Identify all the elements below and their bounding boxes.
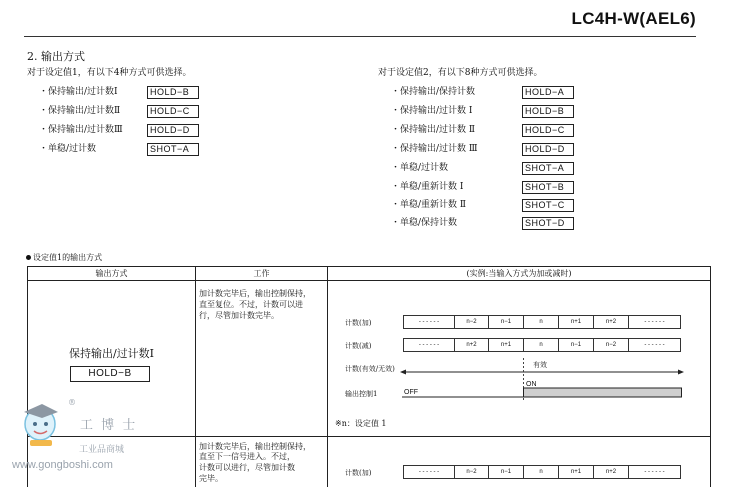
row1-down-cell: - - - - - - xyxy=(403,338,455,352)
arrow-right-icon xyxy=(678,370,684,375)
section-title: 2. 输出方式 xyxy=(27,50,85,63)
header-divider xyxy=(24,36,696,37)
right-option-code-8: SHOT−D xyxy=(522,217,574,230)
row2-operation-line-2: 直至下一信号进入。不过， xyxy=(199,452,295,461)
right-option-code-2: HOLD−B xyxy=(522,105,574,118)
right-option-code-4: HOLD−D xyxy=(522,143,574,156)
left-option-code-2: HOLD−C xyxy=(147,105,199,118)
right-intro: 对于设定值2，有以下8种方式可供选择。 xyxy=(378,68,543,78)
left-option-label-2: ・保持输出/过计数Ⅱ xyxy=(39,106,121,116)
row1-operation-line-1: 加计数完毕后，输出控制保持， xyxy=(199,289,311,298)
row2-up-cell: - - - - - - xyxy=(403,465,455,479)
row1-down-cell: - - - - - - xyxy=(628,338,681,352)
left-option-code-3: HOLD−D xyxy=(147,124,199,137)
row1-operation-line-2: 直至复位。不过，计数可以进 xyxy=(199,300,303,309)
watermark-subtitle: 工业品商城 xyxy=(79,444,125,454)
row2-operation-line-1: 加计数完毕后，输出控制保持， xyxy=(199,442,311,451)
left-option-label-1: ・保持输出/过计数Ⅰ xyxy=(39,87,118,97)
left-option-label-4: ・单稳/过计数 xyxy=(39,144,97,154)
row1-off-text: OFF xyxy=(404,389,418,396)
row1-down-cell: n xyxy=(523,338,559,352)
output-on-block xyxy=(524,388,682,397)
arrow-left-icon xyxy=(400,370,406,375)
row1-up-cell: - - - - - - xyxy=(628,315,681,329)
table-caption xyxy=(26,253,102,263)
right-option-code-7: SHOT−C xyxy=(522,199,574,212)
row1-count-up-label: 计数(加) xyxy=(345,319,372,327)
row1-valid-text: 有效 xyxy=(533,362,547,369)
right-option-label-3: ・保持输出/过计数 Ⅱ xyxy=(391,125,476,135)
row2-operation-line-4: 完毕。 xyxy=(199,474,223,483)
row1-down-cell: n+2 xyxy=(454,338,489,352)
row1-up-cell: n−1 xyxy=(488,315,524,329)
watermark-brand: 工 博 士 xyxy=(80,418,138,433)
left-option-code-4: SHOT−A xyxy=(147,143,199,156)
right-option-code-5: SHOT−A xyxy=(522,162,574,175)
right-option-label-5: ・单稳/过计数 xyxy=(391,163,449,173)
right-option-label-6: ・单稳/重新计数 Ⅰ xyxy=(391,182,464,192)
row1-up-cell: n+1 xyxy=(558,315,594,329)
watermark-url: www.gongboshi.com xyxy=(12,459,113,471)
row1-output-label: 输出控制1 xyxy=(345,390,378,398)
row1-up-cell: - - - - - - xyxy=(403,315,455,329)
right-option-label-2: ・保持输出/过计数 Ⅰ xyxy=(391,106,473,116)
row1-down-cell: n−2 xyxy=(593,338,629,352)
row1-on-text: ON xyxy=(526,381,537,388)
row1-note: ※n：设定值 1 xyxy=(335,419,387,428)
row1-valid-label: 计数(有效/无效) xyxy=(345,365,395,373)
bullet-icon xyxy=(26,255,31,260)
table-header-operation: 工作 xyxy=(253,269,270,278)
row2-up-cell: n xyxy=(523,465,559,479)
row2-up-cell: n+2 xyxy=(593,465,629,479)
right-option-code-1: HOLD−A xyxy=(522,86,574,99)
table-header-example: (实例:当输入方式为加或减时) xyxy=(466,269,572,278)
mascot-logo-icon xyxy=(16,398,66,448)
row1-count-down-label: 计数(减) xyxy=(345,342,372,350)
right-option-label-7: ・单稳/重新计数 Ⅱ xyxy=(391,200,467,210)
right-option-label-8: ・单稳/保持计数 xyxy=(391,218,458,228)
row1-up-cell: n−2 xyxy=(454,315,489,329)
row2-up-cell: n+1 xyxy=(558,465,594,479)
row1-up-cell: n+2 xyxy=(593,315,629,329)
right-option-code-6: SHOT−B xyxy=(522,181,574,194)
document-title: LC4H-W(AEL6) xyxy=(571,9,696,28)
row2-up-cell: - - - - - - xyxy=(628,465,681,479)
row1-down-cell: n+1 xyxy=(488,338,524,352)
left-option-label-3: ・保持输出/过计数Ⅲ xyxy=(39,125,123,135)
left-option-code-1: HOLD−B xyxy=(147,86,199,99)
row1-up-cell: n xyxy=(523,315,559,329)
row1-mode-code: HOLD−B xyxy=(70,366,150,382)
row2-up-cell: n−2 xyxy=(454,465,489,479)
table-header-mode: 输出方式 xyxy=(95,269,128,278)
left-intro: 对于设定值1，有以下4种方式可供选择。 xyxy=(27,68,192,78)
row2-up-cell: n−1 xyxy=(488,465,524,479)
row1-down-cell: n−1 xyxy=(558,338,594,352)
row1-mode-label: 保持输出/过计数Ⅰ xyxy=(68,347,155,360)
right-option-code-3: HOLD−C xyxy=(522,124,574,137)
row2-count-up-label: 计数(加) xyxy=(345,469,372,477)
watermark-registered: ® xyxy=(68,398,76,407)
row1-operation-line-3: 行，尽管加计数完毕。 xyxy=(199,311,279,320)
row2-operation-line-3: 计数可以进行，尽管加计数 xyxy=(199,463,295,472)
right-option-label-1: ・保持输出/保持计数 xyxy=(391,87,476,97)
right-option-label-4: ・保持输出/过计数 Ⅲ xyxy=(391,144,478,154)
table-caption-text: 设定值1的输出方式 xyxy=(33,253,103,262)
